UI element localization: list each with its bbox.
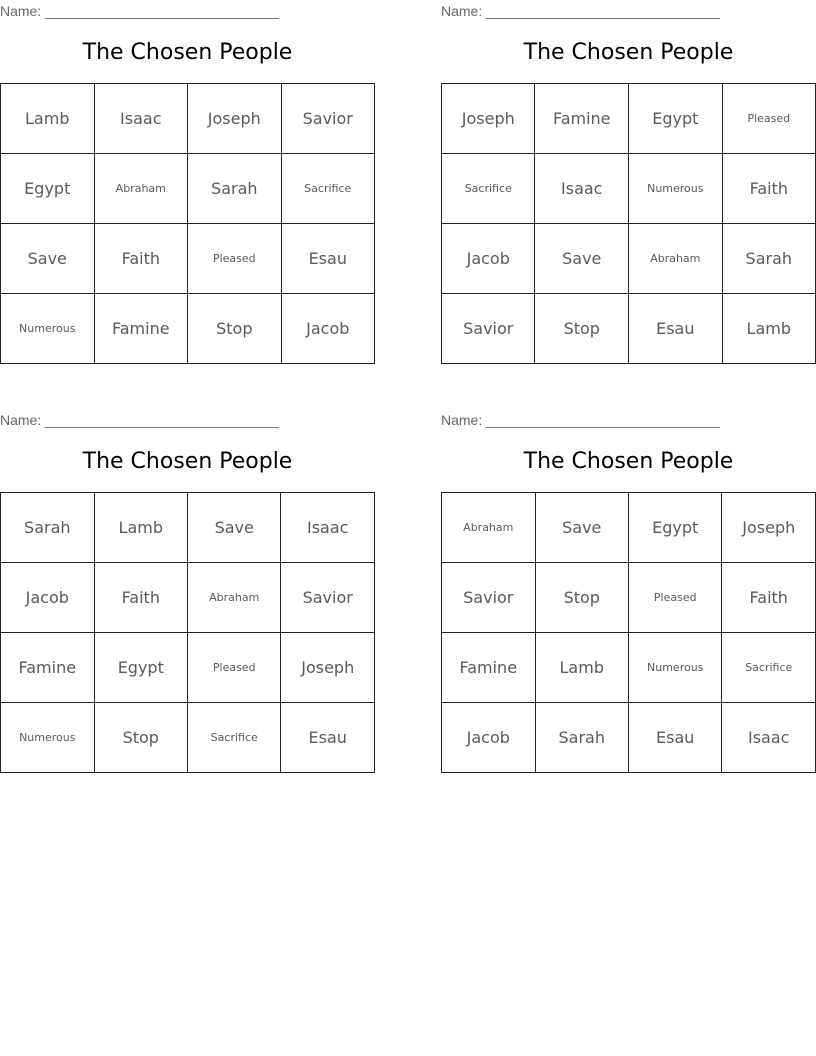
bingo-cell: Pleased bbox=[188, 224, 281, 294]
bingo-cell: Famine bbox=[535, 84, 629, 154]
bingo-cell: Esau bbox=[629, 294, 723, 364]
bingo-row bbox=[442, 224, 816, 294]
card-title: The Chosen People bbox=[523, 40, 734, 65]
bingo-cell: Abraham bbox=[94, 154, 188, 224]
bingo-cell: Famine bbox=[1, 633, 95, 703]
bingo-row bbox=[1, 224, 375, 294]
bingo-cell: Savior bbox=[281, 84, 374, 154]
bingo-cell: Egypt bbox=[629, 84, 723, 154]
bingo-cell: Pleased bbox=[187, 633, 280, 703]
bingo-cell: Famine bbox=[94, 294, 188, 364]
bingo-cell: Abraham bbox=[187, 563, 280, 633]
bingo-cell: Stop bbox=[535, 563, 628, 633]
bingo-row bbox=[442, 703, 816, 773]
bingo-row bbox=[442, 493, 816, 563]
bingo-row bbox=[1, 294, 375, 364]
bingo-row bbox=[1, 493, 375, 563]
bingo-cell: Esau bbox=[281, 703, 375, 773]
bingo-cell: Lamb bbox=[722, 294, 815, 364]
bingo-cell: Sarah bbox=[1, 493, 95, 563]
bingo-cell: Stop bbox=[535, 294, 629, 364]
bingo-card-2 bbox=[441, 0, 816, 365]
bingo-cell: Jacob bbox=[442, 703, 536, 773]
bingo-cell: Numerous bbox=[1, 294, 95, 364]
bingo-cell: Lamb bbox=[535, 633, 628, 703]
bingo-cell: Joseph bbox=[281, 633, 375, 703]
bingo-row bbox=[1, 154, 375, 224]
bingo-cell: Faith bbox=[722, 563, 816, 633]
bingo-cell: Egypt bbox=[628, 493, 722, 563]
bingo-cell: Numerous bbox=[628, 633, 722, 703]
bingo-cell: Sarah bbox=[535, 703, 628, 773]
bingo-row bbox=[1, 84, 375, 154]
bingo-cell: Sarah bbox=[722, 224, 815, 294]
bingo-cell: Save bbox=[535, 224, 629, 294]
bingo-cell: Jacob bbox=[281, 294, 374, 364]
name-field-label: Name: ______________________________ bbox=[441, 3, 720, 19]
bingo-cell: Faith bbox=[94, 563, 187, 633]
bingo-row bbox=[442, 633, 816, 703]
bingo-cell: Stop bbox=[188, 294, 281, 364]
bingo-grid bbox=[0, 492, 375, 773]
bingo-cell: Esau bbox=[628, 703, 722, 773]
bingo-cell: Isaac bbox=[722, 703, 816, 773]
name-field-label: Name: ______________________________ bbox=[0, 412, 279, 428]
bingo-row bbox=[1, 563, 375, 633]
bingo-cell: Jacob bbox=[1, 563, 95, 633]
bingo-card-4 bbox=[441, 409, 816, 774]
bingo-cell: Sacrifice bbox=[442, 154, 535, 224]
bingo-row bbox=[1, 703, 375, 773]
bingo-cell: Pleased bbox=[722, 84, 815, 154]
bingo-row bbox=[1, 633, 375, 703]
bingo-cell: Save bbox=[535, 493, 628, 563]
bingo-cell: Joseph bbox=[442, 84, 535, 154]
name-field-label: Name: ______________________________ bbox=[441, 412, 720, 428]
bingo-cell: Famine bbox=[442, 633, 536, 703]
bingo-cell: Save bbox=[187, 493, 280, 563]
bingo-cell: Lamb bbox=[1, 84, 95, 154]
bingo-cell: Savior bbox=[442, 563, 536, 633]
bingo-cell: Sacrifice bbox=[281, 154, 374, 224]
bingo-cell: Egypt bbox=[94, 633, 187, 703]
name-field-label: Name: ______________________________ bbox=[0, 3, 279, 19]
card-title: The Chosen People bbox=[82, 449, 293, 474]
bingo-cell: Faith bbox=[94, 224, 188, 294]
bingo-cell: Stop bbox=[94, 703, 187, 773]
bingo-cell: Joseph bbox=[188, 84, 281, 154]
bingo-row bbox=[442, 294, 816, 364]
card-title: The Chosen People bbox=[82, 40, 293, 65]
bingo-cell: Save bbox=[1, 224, 95, 294]
bingo-cell: Sacrifice bbox=[187, 703, 280, 773]
bingo-cell: Jacob bbox=[442, 224, 535, 294]
bingo-cell: Sarah bbox=[188, 154, 281, 224]
bingo-cell: Abraham bbox=[442, 493, 536, 563]
bingo-cell: Numerous bbox=[1, 703, 95, 773]
bingo-grid bbox=[0, 83, 375, 364]
bingo-cell: Esau bbox=[281, 224, 374, 294]
bingo-cell: Numerous bbox=[629, 154, 723, 224]
bingo-cell: Isaac bbox=[281, 493, 375, 563]
bingo-cell: Sacrifice bbox=[722, 633, 816, 703]
bingo-card-1 bbox=[0, 0, 375, 365]
card-title: The Chosen People bbox=[523, 449, 734, 474]
bingo-cell: Pleased bbox=[628, 563, 722, 633]
bingo-row bbox=[442, 563, 816, 633]
bingo-cell: Egypt bbox=[1, 154, 95, 224]
bingo-card-3 bbox=[0, 409, 375, 774]
bingo-cell: Lamb bbox=[94, 493, 187, 563]
bingo-cell: Faith bbox=[722, 154, 815, 224]
bingo-grid bbox=[441, 83, 816, 364]
bingo-grid bbox=[441, 492, 816, 773]
bingo-cell: Joseph bbox=[722, 493, 816, 563]
bingo-cell: Savior bbox=[442, 294, 535, 364]
bingo-row bbox=[442, 154, 816, 224]
bingo-cell: Isaac bbox=[535, 154, 629, 224]
bingo-cell: Abraham bbox=[629, 224, 723, 294]
bingo-cell: Isaac bbox=[94, 84, 188, 154]
bingo-row bbox=[442, 84, 816, 154]
bingo-cell: Savior bbox=[281, 563, 375, 633]
